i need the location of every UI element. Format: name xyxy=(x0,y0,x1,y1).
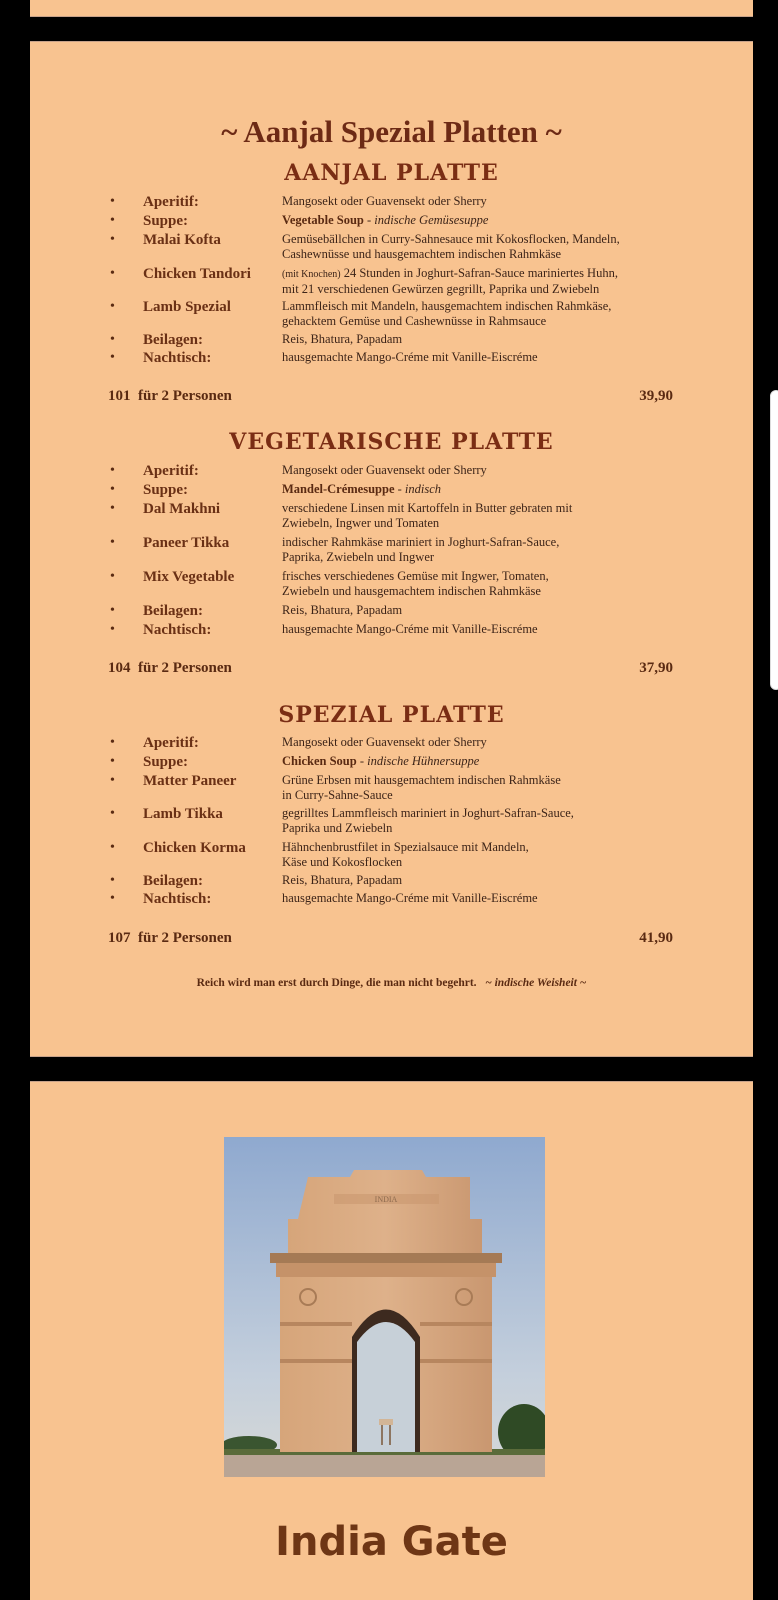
bullet-icon: • xyxy=(110,603,115,618)
bullet-icon: • xyxy=(110,840,115,855)
bullet-icon: • xyxy=(110,773,115,788)
scrollbar-handle[interactable] xyxy=(770,390,778,690)
item-desc: Reis, Bhatura, Papadam xyxy=(282,603,403,617)
persons-label: für 2 Personen xyxy=(138,930,232,946)
india-gate-photo xyxy=(224,1137,545,1477)
bullet-icon: • xyxy=(110,463,115,478)
bullet-icon: • xyxy=(110,232,115,247)
item-name: Nachtisch: xyxy=(143,891,212,907)
bullet-icon: • xyxy=(110,806,115,821)
item-name: Suppe: xyxy=(143,213,189,229)
item-name: Beilagen: xyxy=(143,603,203,619)
india-gate-page xyxy=(30,1081,753,1600)
bullet-icon: • xyxy=(110,735,115,750)
item-desc: Mandel-Crémesuppe - indisch xyxy=(282,482,442,496)
item-name: Paneer Tikka xyxy=(143,535,230,551)
item-name: Mix Vegetable xyxy=(143,569,235,585)
item-desc: Mangosekt oder Guavensekt oder Sherry xyxy=(282,194,487,208)
bullet-icon: • xyxy=(110,266,115,281)
section-title-aanjal-platte: AANJAL PLATTE xyxy=(284,160,499,186)
item-desc: hausgemachte Mango-Créme mit Vanille-Eiscréme xyxy=(282,622,538,636)
item-name: Beilagen: xyxy=(143,873,203,889)
bullet-icon: • xyxy=(110,622,115,637)
item-number: 101 xyxy=(108,388,131,404)
item-desc: Reis, Bhatura, Papadam xyxy=(282,873,403,887)
svg-text:INDIA: INDIA xyxy=(374,1195,398,1204)
item-name: Suppe: xyxy=(143,482,189,498)
item-name: Beilagen: xyxy=(143,332,203,348)
bullet-icon: • xyxy=(110,213,115,228)
item-name: Aperitif: xyxy=(143,194,199,210)
item-desc: frisches verschiedenes Gemüse mit Ingwer, Tomaten, Zwiebeln und hausgemachtem indischen Rahmkäse xyxy=(282,569,549,598)
bullet-icon: • xyxy=(110,569,115,584)
item-desc: verschiedene Linsen mit Kartoffeln in Butter gebraten mit Zwiebeln, Ingwer und Tomaten xyxy=(282,501,573,530)
item-desc: (mit Knochen) 24 Stunden in Joghurt-Safran-Sauce mariniertes Huhn, mit 21 verschiedenen Gewürzen gegrillt, Paprika und Zwiebeln xyxy=(282,266,618,296)
item-desc: Chicken Soup - indische Hühnersuppe xyxy=(282,754,480,768)
india-gate-title: India Gate xyxy=(275,1519,508,1565)
bullet-icon: • xyxy=(110,754,115,769)
item-desc: indischer Rahmkäse mariniert in Joghurt-Safran-Sauce, Paprika, Zwiebeln und Ingwer xyxy=(282,535,560,564)
persons-label: für 2 Personen xyxy=(138,660,232,676)
persons-label: für 2 Personen xyxy=(138,388,232,404)
bullet-icon: • xyxy=(110,873,115,888)
bullet-icon: • xyxy=(110,350,115,365)
item-name: Aperitif: xyxy=(143,735,199,751)
item-name: Matter Paneer xyxy=(143,773,237,789)
bullet-icon: • xyxy=(110,299,115,314)
bullet-icon: • xyxy=(110,482,115,497)
item-name: Lamb Tikka xyxy=(143,806,223,822)
price: 37,90 xyxy=(639,660,673,676)
item-number: 104 xyxy=(108,660,131,676)
item-name: Nachtisch: xyxy=(143,350,212,366)
item-desc: Grüne Erbsen mit hausgemachtem indischen Rahmkäse in Curry-Sahne-Sauce xyxy=(282,773,561,802)
item-desc: hausgemachte Mango-Créme mit Vanille-Eiscréme xyxy=(282,350,538,364)
previous-page-edge xyxy=(30,0,753,17)
section-title-spezial-platte: SPEZIAL PLATTE xyxy=(278,702,505,728)
item-name: Malai Kofta xyxy=(143,232,221,248)
item-desc: Hähnchenbrustfilet in Spezialsauce mit Mandeln, Käse und Kokosflocken xyxy=(282,840,529,869)
bullet-icon: • xyxy=(110,332,115,347)
menu-page xyxy=(30,41,753,1057)
item-name: Dal Makhni xyxy=(143,501,221,517)
item-desc: Mangosekt oder Guavensekt oder Sherry xyxy=(282,463,487,477)
item-name: Nachtisch: xyxy=(143,622,212,638)
item-desc: gegrilltes Lammfleisch mariniert in Joghurt-Safran-Sauce, Paprika und Zwiebeln xyxy=(282,806,574,835)
section-title-vegetarische-platte: VEGETARISCHE PLATTE xyxy=(229,429,554,455)
price: 39,90 xyxy=(639,388,673,404)
bullet-icon: • xyxy=(110,194,115,209)
item-desc: Mangosekt oder Guavensekt oder Sherry xyxy=(282,735,487,749)
bullet-icon: • xyxy=(110,501,115,516)
item-name: Aperitif: xyxy=(143,463,199,479)
price: 41,90 xyxy=(639,930,673,946)
item-name: Chicken Tandori xyxy=(143,266,251,282)
item-name: Lamb Spezial xyxy=(143,299,231,315)
bullet-icon: • xyxy=(110,891,115,906)
quote: Reich wird man erst durch Dinge, die man nicht begehrt. ~ indische Weisheit ~ xyxy=(196,977,587,989)
item-desc: hausgemachte Mango-Créme mit Vanille-Eiscréme xyxy=(282,891,538,905)
item-desc: Gemüsebällchen in Curry-Sahnesauce mit Kokosflocken, Mandeln, Cashewnüsse und hausgemachtem indischen Rahmkäse xyxy=(282,232,620,261)
item-desc: Reis, Bhatura, Papadam xyxy=(282,332,403,346)
item-name: Chicken Korma xyxy=(143,840,246,856)
bullet-icon: • xyxy=(110,535,115,550)
item-desc: Lammfleisch mit Mandeln, hausgemachtem indischen Rahmkäse, gehacktem Gemüse und Cashewnüsse in Rahmsauce xyxy=(282,299,612,328)
item-desc: Vegetable Soup - indische Gemüsesuppe xyxy=(282,213,489,227)
item-name: Suppe: xyxy=(143,754,189,770)
item-number: 107 xyxy=(108,930,131,946)
page-title: ~ Aanjal Spezial Platten ~ xyxy=(221,114,562,149)
